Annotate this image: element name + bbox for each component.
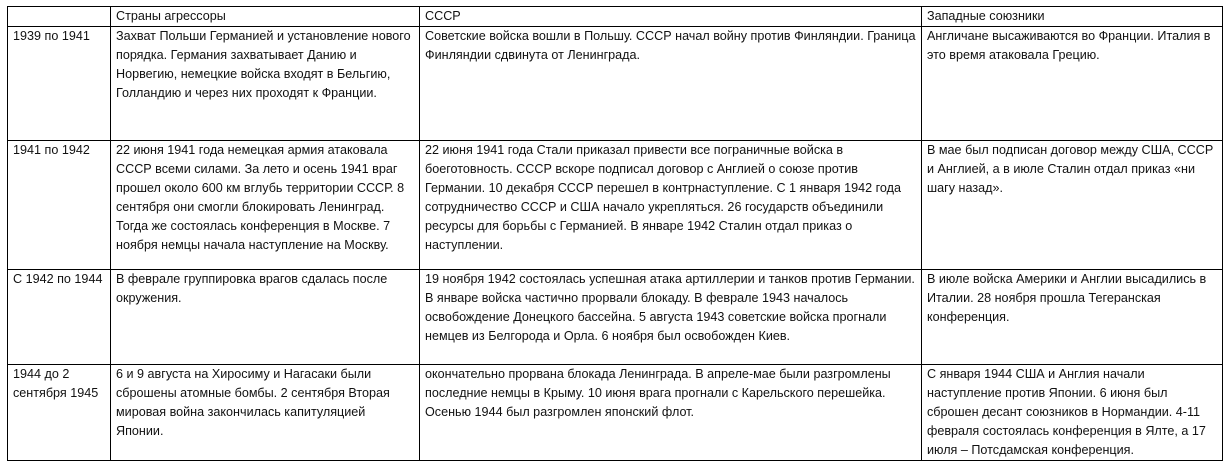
- ussr-cell: Советские войска вошли в Польшу. СССР начал войну против Финляндии. Граница Финляндии сдвинута от Ленинграда.: [420, 27, 922, 141]
- axis-cell: 6 и 9 августа на Хиросиму и Нагасаки были сброшены атомные бомбы. 2 сентября Вторая мировая война закончилась капитуляцией Японии.: [111, 365, 420, 461]
- axis-cell: 22 июня 1941 года немецкая армия атаковала СССР всеми силами. За лето и осень 1941 враг прошел около 600 км вглубь территории СССР. 8 сентября они смогли блокировать Ленинград. Тогда же состоялась конференция в Москве. 7 ноября немцы начала наступление на Москву.: [111, 141, 420, 270]
- period-cell: 1939 по 1941: [8, 27, 111, 141]
- history-table: [7, 6, 1223, 461]
- table-row: [8, 141, 1223, 270]
- table-row: [8, 27, 1223, 141]
- period-cell: С 1942 по 1944: [8, 270, 111, 365]
- ussr-cell: 19 ноября 1942 состоялась успешная атака артиллерии и танков против Германии. В январе войска частично прорвали блокаду. В феврале 1943 началось освобождение Донецкого бассейна. 5 августа 1943 советские войска прогнали немцев из Белгорода и Орла. 6 ноября был освобожден Киев.: [420, 270, 922, 365]
- header-cell-allies: Западные союзники: [922, 7, 1223, 27]
- axis-cell: Захват Польши Германией и установление нового порядка. Германия захватывает Данию и Норвегию, немецкие войска входят в Бельгию, Голландию и через них проходят к Франции.: [111, 27, 420, 141]
- header-cell-period: [8, 7, 111, 27]
- ussr-cell: окончательно прорвана блокада Ленинграда. В апреле-мае были разгромлены последние немцы в Крыму. 10 июня врага прогнали с Карельского перешейка. Осенью 1944 был разгромлен японский флот.: [420, 365, 922, 461]
- allies-cell: В мае был подписан договор между США, СССР и Англией, а в июле Сталин отдал приказ «ни шагу назад».: [922, 141, 1223, 270]
- allies-cell: В июле войска Америки и Англии высадились в Италии. 28 ноября прошла Тегеранская конференция.: [922, 270, 1223, 365]
- axis-cell: В феврале группировка врагов сдалась после окружения.: [111, 270, 420, 365]
- table-row: [8, 365, 1223, 461]
- period-cell: 1944 до 2 сентября 1945: [8, 365, 111, 461]
- table-row: [8, 270, 1223, 365]
- header-cell-axis: Страны агрессоры: [111, 7, 420, 27]
- ussr-cell: 22 июня 1941 года Стали приказал привести все пограничные войска в боеготовность. СССР вскоре подписал договор с Англией о союзе против Германии. 10 декабря СССР перешел в контрнаступление. С 1 января 1942 года сотрудничество СССР и США начало укрепляться. 26 государств объединили ресурсы для борьбы с Германией. В январе 1942 Сталин отдал приказ о наступлении.: [420, 141, 922, 270]
- allies-cell: С января 1944 США и Англия начали наступление против Японии. 6 июня был сброшен десант союзников в Нормандии. 4-11 февраля состоялась конференция в Ялте, а 17 июля – Потсдамская конференция.: [922, 365, 1223, 461]
- period-cell: 1941 по 1942: [8, 141, 111, 270]
- header-cell-ussr: СССР: [420, 7, 922, 27]
- header-row: [8, 7, 1223, 27]
- allies-cell: Англичане высаживаются во Франции. Италия в это время атаковала Грецию.: [922, 27, 1223, 141]
